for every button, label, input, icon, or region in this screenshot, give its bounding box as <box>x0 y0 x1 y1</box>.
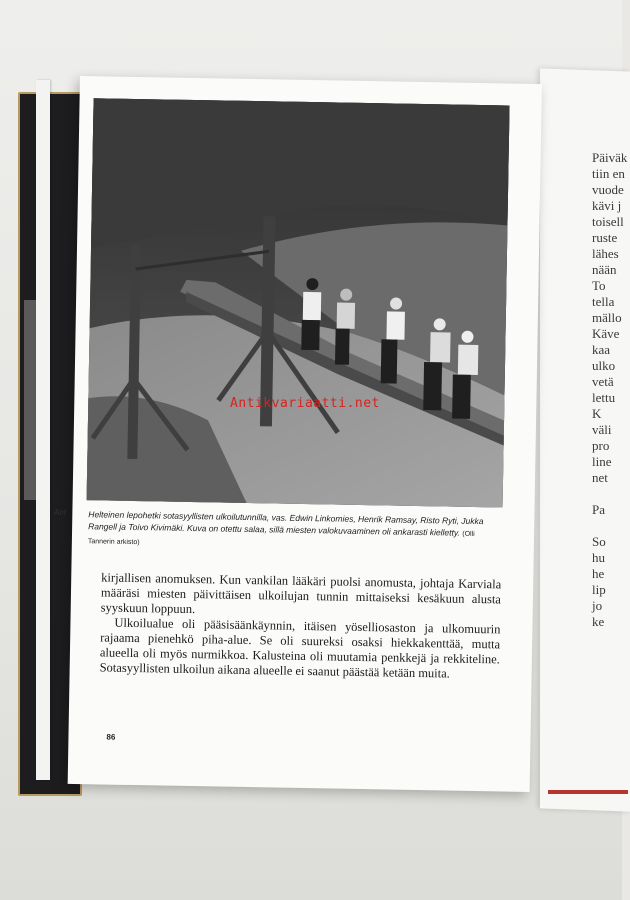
photo-caption <box>88 508 501 555</box>
right-page-line: tella <box>592 294 615 309</box>
right-page-line: Päiväk <box>592 150 628 165</box>
right-page-line: lip <box>592 582 606 597</box>
right-page-line: net <box>592 470 608 485</box>
right-page-line: Pa <box>592 502 605 517</box>
right-page-line: vuode <box>592 182 624 197</box>
right-page-line: kaa <box>592 342 611 357</box>
caption-text: Helteinen lepohetki sotasyyllisten ulkoilutunnilla, vas. Edwin Linkomies, Henrik Ramsay, Risto Ryti, Jukka Rangell ja Toivo Kivimäki. Kuva on otettu salaa, sillä miesten valokuvaaminen oli ankarasti kielletty. <box>88 509 484 538</box>
right-page-line: line <box>592 454 612 469</box>
right-page-line: jo <box>592 598 603 613</box>
right-page-line: ulko <box>592 358 616 373</box>
right-page-text <box>592 150 628 630</box>
right-page-line: lähes <box>592 246 619 261</box>
right-page-line: ruste <box>592 230 618 245</box>
right-page-line: So <box>592 534 606 549</box>
page-number: 86 <box>106 732 116 742</box>
right-page-line <box>592 518 624 534</box>
right-page-line: toisell <box>592 214 624 229</box>
outdoor-bench-photo <box>87 98 510 507</box>
right-page-line: lettu <box>592 390 616 405</box>
right-page-line: K <box>592 406 602 421</box>
right-page-line: vetä <box>592 374 614 389</box>
paragraph: kirjallisen anomuksen. Kun vankilan lääkäri puolsi anomusta, johtaja Karviala määräsi miesten päivittäisen ulkoilujan tunnin mittaiseksi kesäkuun alusta syyskuun loppuun. <box>100 570 502 617</box>
right-page-line: hu <box>592 550 605 565</box>
right-page-line: kävi j <box>592 198 622 213</box>
paragraph: Ulkoilualue oli pääsisäänkäynnin, itäisen yöselliosaston ja ulkomuurin rajaama pienehkö piha-alue. Se oli suureksi osaksi hiekkakenttää, mutta alueella oli myös nurmikkoa. Kalusteina oli muutamia penkkejä ja rekkiteline. Sotasyyllisten ulkoilun aikana alueelle ei saanut päästää ketään muita. <box>99 615 501 681</box>
right-page-line: väli <box>592 422 612 437</box>
right-page-line: nään <box>592 262 617 277</box>
caption-credit: (Olli Tannerin arkisto) <box>87 530 475 547</box>
right-page-line: ke <box>592 614 605 629</box>
left-page-caption-fragment: Ant <box>54 508 67 517</box>
right-page-line: tiin en <box>592 166 625 181</box>
right-page-line: mällo <box>592 310 622 325</box>
right-page-line: he <box>592 566 605 581</box>
book-page <box>68 76 542 792</box>
watermark-text: Antikvariaatti.net <box>230 396 380 411</box>
body-text <box>100 570 502 682</box>
right-page-line <box>592 486 624 502</box>
right-page-line: pro <box>592 438 610 453</box>
red-book-edge <box>548 790 628 794</box>
right-page-line: Käve <box>592 326 620 341</box>
historical-photograph <box>87 98 510 507</box>
left-page-edge <box>36 80 50 780</box>
right-page-line: To <box>592 278 606 293</box>
